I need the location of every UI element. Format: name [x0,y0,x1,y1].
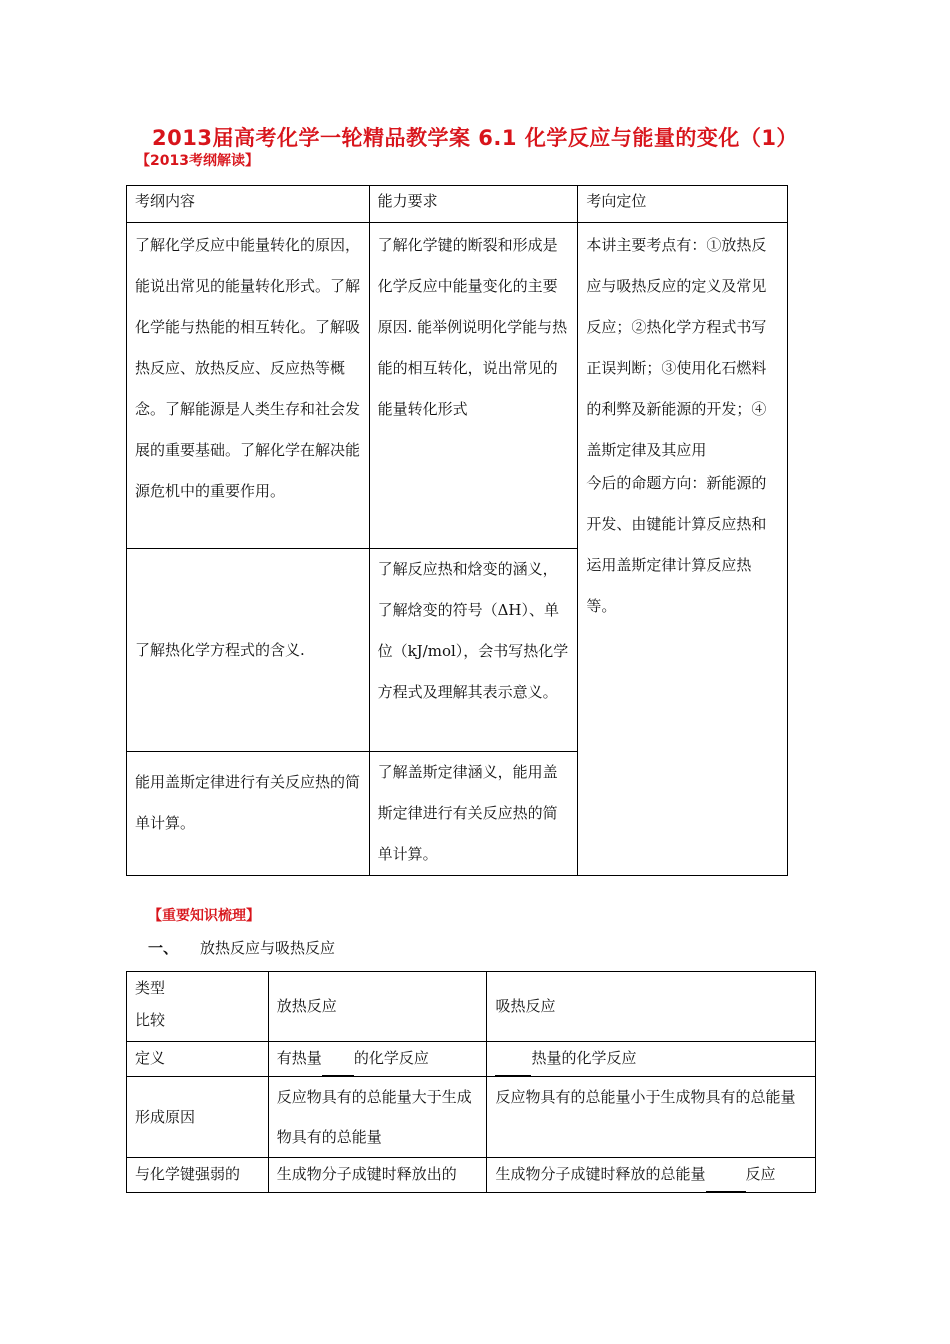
outline-direction [578,223,788,876]
direction-text-1: 本讲主要考点有：①放热反应与吸热反应的定义及常见反应；②热化学方程式书写正误判断；③使用化石燃料的利弊及新能源的开发；④盖斯定律及其应用 [586,236,767,459]
outline-content-3: 能用盖斯定律进行有关反应热的简单计算。 [127,752,370,876]
row-cause-endo: 反应物具有的总能量小于生成物具有的总能量 [487,1077,816,1158]
outline-ability-1: 了解化学键的断裂和形成是化学反应中能量变化的主要原因. 能举例说明化学能与热能的相互转化，说出常见的能量转化形式 [369,223,578,549]
endo-bond-a: 生成物分子成键时释放的总能量 [495,1165,706,1183]
outline-content-1: 了解化学反应中能量转化的原因，能说出常见的能量转化形式。了解化学能与热能的相互转化。了解吸热反应、放热反应、反应热等概念。了解能源是人类生存和社会发展的重要基础。了解化学在解决能源危机中的重要作用。 [127,223,370,549]
exo-def-a: 有热量 [276,1049,322,1067]
page-title: 2013届高考化学一轮精品教学案 6.1 化学反应与能量的变化（1） [152,126,798,150]
row-definition-label: 定义 [127,1042,269,1077]
row-bond-label: 与化学键强弱的 [127,1158,269,1193]
reaction-table [126,971,816,1193]
row-cause-label: 形成原因 [127,1077,269,1158]
header-endothermic: 吸热反应 [487,972,816,1042]
endo-def-blank [495,1042,531,1076]
endo-bond-b: 反应 [745,1165,776,1183]
header-compare: 比较 [135,1011,166,1029]
outline-ability-3: 了解盖斯定律涵义，能用盖斯定律进行有关反应热的简单计算。 [369,752,578,876]
row-definition-endo [487,1042,816,1077]
outline-ability-2: 了解反应热和焓变的涵义，了解焓变的符号（ΔH）、单位（kJ/mol），会书写热化学方程式及理解其表示意义。 [369,549,578,752]
header-type-compare [127,972,269,1042]
header-type: 类型 [135,979,166,997]
row-cause-exo: 反应物具有的总能量大于生成物具有的总能量 [268,1077,487,1158]
direction-text-2: 今后的命题方向：新能源的开发、由键能计算反应热和运用盖斯定律计算反应热等。 [586,474,767,615]
section-number: 一、 [148,939,179,957]
outline-table [126,185,788,876]
row-bond-exo: 生成物分子成键时释放出的 [268,1158,487,1193]
knowledge-heading: 【重要知识梳理】 [148,908,260,924]
row-definition-exo [268,1042,487,1077]
endo-bond-blank [706,1158,746,1192]
header-ability: 能力要求 [369,186,578,223]
endo-def-b: 热量的化学反应 [531,1049,637,1067]
outline-heading: 【2013考纲解读】 [136,153,259,169]
row-bond-endo [487,1158,816,1193]
section-heading [148,937,335,958]
exo-def-b: 的化学反应 [353,1049,429,1067]
section-title: 放热反应与吸热反应 [200,939,336,957]
header-content: 考纲内容 [127,186,370,223]
header-direction: 考向定位 [578,186,788,223]
header-exothermic: 放热反应 [268,972,487,1042]
exo-def-blank [322,1042,354,1076]
outline-content-2: 了解热化学方程式的含义. [127,549,370,752]
